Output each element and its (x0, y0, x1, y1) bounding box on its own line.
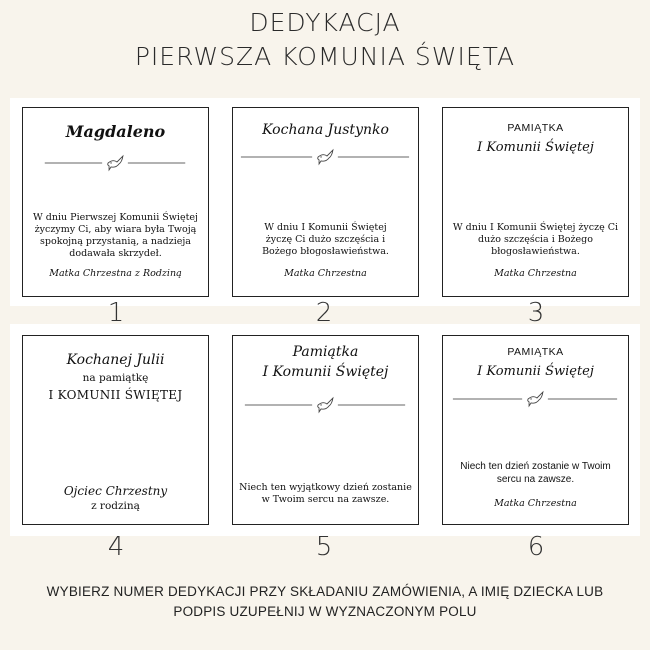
text-line: życzę Ci dużo szczęścia i (265, 234, 386, 245)
card-number-5: 5 (315, 532, 333, 562)
card-signature: Matka Chrzestna z Rodziną (49, 268, 182, 279)
text-line: błogosławieństwa. (491, 246, 580, 257)
card-heading: I Komunii Świętej (477, 364, 594, 379)
card-sub2: I KOMUNII ŚWIĘTEJ (48, 388, 183, 402)
text-line: w Twoim sercu na zawsze. (261, 494, 390, 505)
card-text (443, 460, 628, 486)
card-heading-line1: Pamiątka (292, 344, 359, 360)
dove-icon (318, 398, 333, 412)
card-number-2: 2 (315, 298, 333, 328)
footer-instructions (0, 582, 650, 622)
dove-icon (318, 150, 333, 164)
dedication-card-1[interactable] (22, 107, 209, 297)
card-sub1: na pamiątkę (82, 372, 149, 384)
dedication-card-4[interactable] (22, 335, 209, 525)
page-title: DEDYKACJA (249, 8, 401, 37)
text-line: Bożego błogosławieństwa. (262, 246, 389, 257)
text-line: Niech ten wyjątkowy dzień zostanie (239, 482, 412, 493)
dove-divider (23, 152, 208, 172)
text-line: sercu na zawsze. (496, 474, 575, 485)
page-header (0, 6, 650, 74)
card-signature: Matka Chrzestna (494, 498, 577, 509)
card-heading-top: PAMIĄTKA (507, 346, 564, 358)
card-number-1: 1 (107, 298, 125, 328)
card-number-4: 4 (107, 532, 125, 562)
dove-divider (233, 394, 418, 414)
dedication-card-3[interactable] (442, 107, 629, 297)
text-line: dodawała skrzydeł. (69, 248, 162, 259)
card-signature-sub: z rodziną (91, 500, 140, 512)
card-text (443, 222, 628, 258)
card-heading-line2: I Komunii Świętej (262, 364, 389, 380)
text-line: W dniu Pierwszej Komunii Świętej (33, 212, 198, 223)
dedication-card-2[interactable] (232, 107, 419, 297)
dove-icon (108, 156, 123, 170)
card-heading: Magdaleno (65, 122, 166, 141)
card-text (233, 482, 418, 506)
card-heading: I Komunii Świętej (477, 140, 594, 155)
text-line: Niech ten dzień zostanie w Twoim (460, 461, 611, 472)
dedication-card-6[interactable] (442, 335, 629, 525)
card-heading: Kochana Justynko (262, 122, 389, 138)
text-line: życzymy Ci, aby wiara była Twoją (34, 224, 197, 235)
card-number-6: 6 (527, 532, 545, 562)
card-text (233, 222, 418, 258)
text-line: dużo szczęścia i Bożego (478, 234, 593, 245)
footer-line-1: WYBIERZ NUMER DEDYKACJI PRZY SKŁADANIU ZAMÓWIENIA, A IMIĘ DZIECKA LUB (46, 584, 604, 599)
card-heading-top: PAMIĄTKA (507, 122, 564, 134)
text-line: W dniu I Komunii Świętej życzę Ci (452, 222, 619, 233)
card-signature: Ojciec Chrzestny (63, 484, 168, 498)
dove-divider (443, 388, 628, 408)
dove-divider (233, 146, 418, 166)
dove-icon (528, 392, 543, 406)
card-signature: Matka Chrzestna (284, 268, 367, 279)
page-subtitle: PIERWSZA KOMUNIA ŚWIĘTA (134, 42, 516, 71)
text-line: W dniu I Komunii Świętej (264, 222, 387, 233)
text-line: spokojną przystanią, a nadzieja (40, 236, 191, 247)
card-number-3: 3 (527, 298, 545, 328)
footer-line-2: PODPIS UZUPEŁNIJ W WYZNACZONYM POLU (173, 604, 477, 619)
dedication-card-5[interactable] (232, 335, 419, 525)
card-signature: Matka Chrzestna (494, 268, 577, 279)
card-text (23, 212, 208, 260)
card-heading: Kochanej Julii (66, 352, 165, 368)
